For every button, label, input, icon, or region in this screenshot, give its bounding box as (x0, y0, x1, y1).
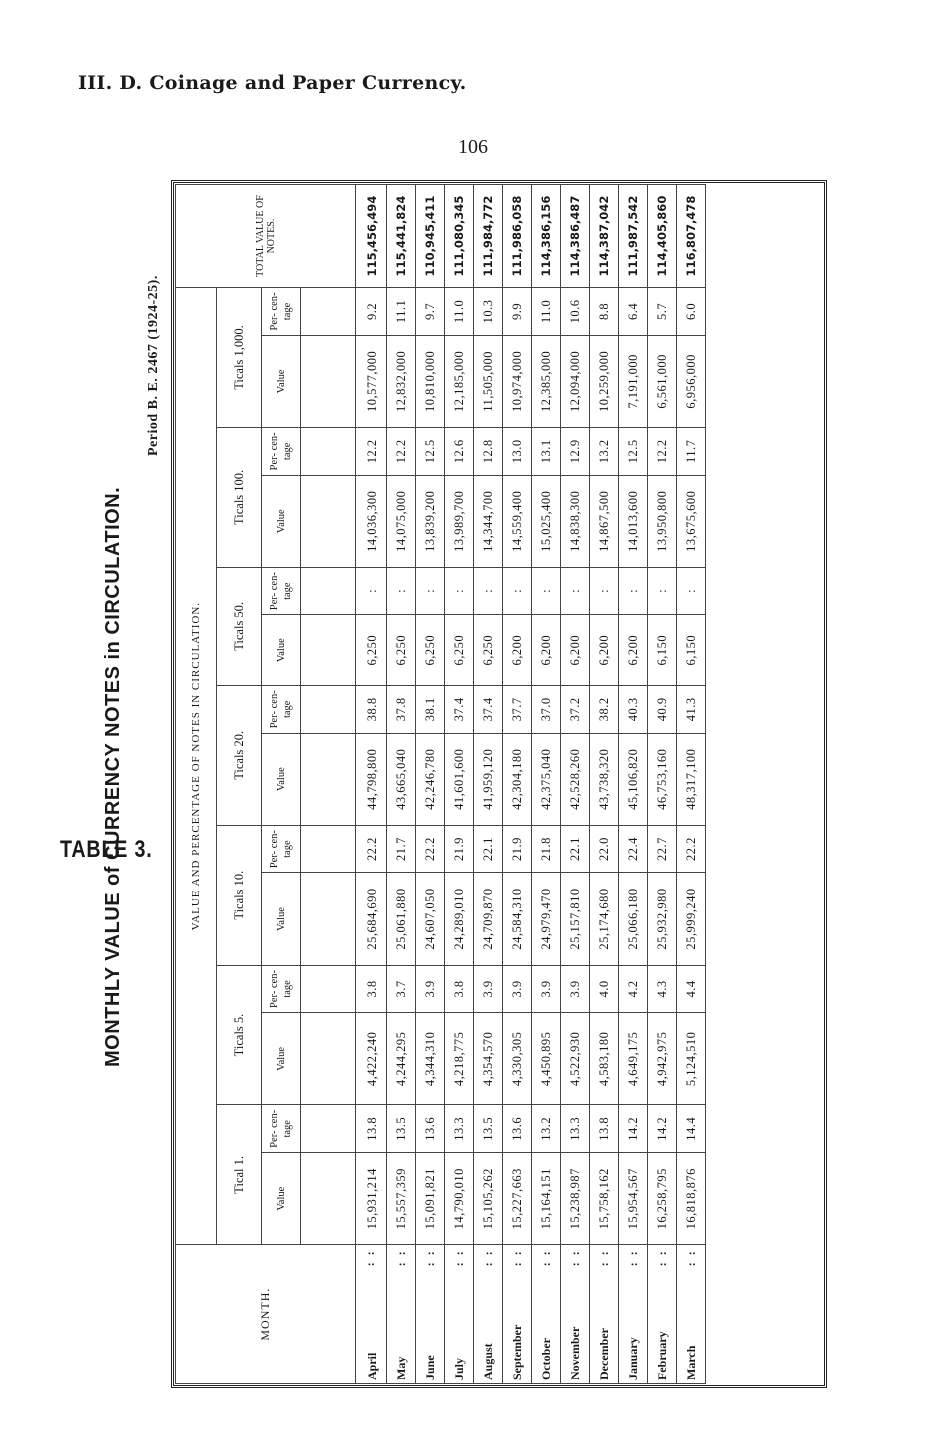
percentage-cell-10: 21.7 (387, 825, 416, 873)
header-spacer-cell (301, 335, 356, 427)
value-cell-100: 14,867,500 (590, 475, 619, 567)
percentage-cell-1000: 10.6 (561, 288, 590, 336)
percentage-cell-50: : (474, 567, 503, 615)
table-row (503, 185, 532, 1384)
value-cell-1: 15,954,567 (619, 1153, 648, 1245)
total-value-cell: 111,987,542 (619, 185, 648, 288)
month-cell (648, 1245, 677, 1384)
value-cell-1000: 7,191,000 (619, 335, 648, 427)
value-cell-50: 6,150 (677, 615, 706, 685)
percentage-subheader-20: Per- cen- tage (262, 685, 301, 733)
value-cell-10: 25,157,810 (561, 873, 590, 965)
percentage-cell-1000: 9.7 (416, 288, 445, 336)
table-row (387, 185, 416, 1384)
value-subheader-1: Value (262, 1153, 301, 1245)
percentage-cell-1: 13.5 (387, 1105, 416, 1153)
table-title: MONTHLY VALUE of CURRENCY NOTES in CIRCULATION. (102, 486, 124, 1067)
percentage-cell-100: 11.7 (677, 427, 706, 475)
leader-dots: : : (655, 1249, 669, 1267)
value-cell-100: 14,075,000 (387, 475, 416, 567)
percentage-cell-1000: 9.9 (503, 288, 532, 336)
percentage-cell-5: 4.2 (619, 965, 648, 1013)
value-cell-5: 4,354,570 (474, 1013, 503, 1105)
leader-dots: : : (394, 1249, 408, 1267)
month-label: December (596, 1328, 611, 1380)
table-row (619, 185, 648, 1384)
value-cell-20: 42,246,780 (416, 733, 445, 825)
leader-dots: : : (539, 1249, 553, 1267)
month-header: MONTH. (176, 1245, 356, 1384)
leader-dots: : : (684, 1249, 698, 1267)
value-cell-10: 24,979,470 (532, 873, 561, 965)
value-cell-10: 24,289,010 (445, 873, 474, 965)
value-cell-1000: 12,094,000 (561, 335, 590, 427)
percentage-cell-1000: 10.3 (474, 288, 503, 336)
value-cell-50: 6,200 (503, 615, 532, 685)
percentage-cell-10: 21.9 (445, 825, 474, 873)
percentage-cell-50: : (445, 567, 474, 615)
month-label: August (480, 1343, 495, 1380)
month-cell (387, 1245, 416, 1384)
month-cell (445, 1245, 474, 1384)
value-cell-1: 15,557,359 (387, 1153, 416, 1245)
value-cell-5: 4,522,930 (561, 1013, 590, 1105)
value-cell-5: 5,124,510 (677, 1013, 706, 1105)
percentage-subheader-100: Per- cen- tage (262, 427, 301, 475)
value-cell-1000: 10,974,000 (503, 335, 532, 427)
percentage-cell-20: 37.4 (445, 685, 474, 733)
value-cell-1: 16,258,795 (648, 1153, 677, 1245)
percentage-cell-1000: 11.0 (445, 288, 474, 336)
percentage-cell-5: 4.4 (677, 965, 706, 1013)
table-row (561, 185, 590, 1384)
value-cell-10: 25,684,690 (356, 873, 387, 965)
header-spacer-cell (301, 1013, 356, 1105)
period-label: Period B. E. 2467 (1924-25). (146, 275, 161, 456)
total-value-cell: 114,387,042 (590, 185, 619, 288)
value-cell-5: 4,218,775 (445, 1013, 474, 1105)
month-cell (474, 1245, 503, 1384)
value-cell-100: 13,989,700 (445, 475, 474, 567)
leader-dots: : : (597, 1249, 611, 1267)
table-row (416, 185, 445, 1384)
value-cell-1000: 11,505,000 (474, 335, 503, 427)
percentage-cell-20: 37.2 (561, 685, 590, 733)
percentage-cell-5: 3.9 (561, 965, 590, 1013)
percentage-cell-5: 3.9 (416, 965, 445, 1013)
header-spacer-cell (301, 567, 356, 615)
table-row (532, 185, 561, 1384)
value-cell-100: 15,025,400 (532, 475, 561, 567)
value-subheader-1000: Value (262, 335, 301, 427)
group-header-tical-1: Tical 1. (217, 1105, 262, 1245)
header-spacer-cell (301, 733, 356, 825)
month-label: June (422, 1355, 437, 1380)
value-cell-50: 6,200 (561, 615, 590, 685)
page-number: 106 (458, 136, 488, 158)
month-label: January (625, 1337, 640, 1380)
total-value-cell: 110,945,411 (416, 185, 445, 288)
percentage-cell-5: 3.8 (356, 965, 387, 1013)
percentage-cell-10: 21.9 (503, 825, 532, 873)
leader-dots: : : (423, 1249, 437, 1267)
value-cell-10: 25,999,240 (677, 873, 706, 965)
value-cell-10: 25,932,980 (648, 873, 677, 965)
value-cell-50: 6,250 (416, 615, 445, 685)
value-cell-100: 13,675,600 (677, 475, 706, 567)
total-value-cell: 114,405,860 (648, 185, 677, 288)
percentage-cell-50: : (619, 567, 648, 615)
percentage-subheader-50: Per- cen- tage (262, 567, 301, 615)
value-cell-1000: 12,832,000 (387, 335, 416, 427)
value-cell-1000: 12,385,000 (532, 335, 561, 427)
percentage-cell-100: 13.2 (590, 427, 619, 475)
percentage-cell-100: 13.1 (532, 427, 561, 475)
value-subheader-100: Value (262, 475, 301, 567)
table-row (648, 185, 677, 1384)
percentage-cell-50: : (677, 567, 706, 615)
percentage-cell-100: 12.5 (416, 427, 445, 475)
table-number: TABLE 3. (60, 836, 153, 863)
value-cell-20: 45,106,820 (619, 733, 648, 825)
value-cell-50: 6,250 (474, 615, 503, 685)
percentage-cell-10: 22.2 (677, 825, 706, 873)
value-cell-10: 25,066,180 (619, 873, 648, 965)
header-spacer-cell (301, 615, 356, 685)
percentage-cell-20: 37.0 (532, 685, 561, 733)
value-subheader-10: Value (262, 873, 301, 965)
percentage-cell-100: 12.8 (474, 427, 503, 475)
value-cell-1000: 6,561,000 (648, 335, 677, 427)
percentage-cell-1: 13.6 (503, 1105, 532, 1153)
percentage-cell-50: : (356, 567, 387, 615)
table-row (677, 185, 706, 1384)
value-cell-5: 4,649,175 (619, 1013, 648, 1105)
value-cell-20: 42,375,040 (532, 733, 561, 825)
percentage-cell-1000: 6.0 (677, 288, 706, 336)
group-header-ticals-1000: Ticals 1,000. (217, 288, 262, 428)
percentage-cell-5: 3.9 (532, 965, 561, 1013)
month-cell (356, 1245, 387, 1384)
leader-dots: : : (568, 1249, 582, 1267)
value-cell-10: 25,174,680 (590, 873, 619, 965)
percentage-cell-20: 40.9 (648, 685, 677, 733)
percentage-cell-1: 14.4 (677, 1105, 706, 1153)
total-value-cell: 115,441,824 (387, 185, 416, 288)
percentage-cell-20: 40.3 (619, 685, 648, 733)
group-header-ticals-5: Ticals 5. (217, 965, 262, 1105)
value-cell-20: 42,528,260 (561, 733, 590, 825)
month-cell (561, 1245, 590, 1384)
percentage-cell-10: 22.1 (561, 825, 590, 873)
total-value-cell: 114,386,487 (561, 185, 590, 288)
value-cell-5: 4,450,895 (532, 1013, 561, 1105)
value-cell-5: 4,422,240 (356, 1013, 387, 1105)
table-row (474, 185, 503, 1384)
percentage-cell-1: 13.3 (445, 1105, 474, 1153)
total-value-cell: 114,386,156 (532, 185, 561, 288)
header-spacer-cell (301, 825, 356, 873)
value-cell-100: 14,838,300 (561, 475, 590, 567)
percentage-cell-1: 14.2 (619, 1105, 648, 1153)
percentage-cell-10: 22.1 (474, 825, 503, 873)
value-cell-100: 13,839,200 (416, 475, 445, 567)
header-spacer-cell (301, 1105, 356, 1153)
month-label: September (509, 1324, 524, 1380)
month-label: July (451, 1357, 466, 1380)
value-subheader-5: Value (262, 1013, 301, 1105)
total-value-cell: 115,456,494 (356, 185, 387, 288)
value-cell-10: 25,061,880 (387, 873, 416, 965)
table-row (590, 185, 619, 1384)
group-header-ticals-10: Ticals 10. (217, 825, 262, 965)
percentage-cell-20: 37.4 (474, 685, 503, 733)
total-value-cell: 111,984,772 (474, 185, 503, 288)
header-spacer-cell (301, 475, 356, 567)
percentage-cell-50: : (590, 567, 619, 615)
month-label: November (567, 1326, 582, 1380)
percentage-cell-1: 13.6 (416, 1105, 445, 1153)
value-cell-5: 4,330,305 (503, 1013, 532, 1105)
group-header-ticals-50: Ticals 50. (217, 567, 262, 685)
percentage-cell-50: : (532, 567, 561, 615)
percentage-cell-5: 4.0 (590, 965, 619, 1013)
percentage-cell-10: 21.8 (532, 825, 561, 873)
total-value-cell: 111,080,345 (445, 185, 474, 288)
month-cell (590, 1245, 619, 1384)
value-cell-1000: 10,577,000 (356, 335, 387, 427)
percentage-cell-100: 12.6 (445, 427, 474, 475)
value-cell-20: 48,317,100 (677, 733, 706, 825)
leader-dots: : : (452, 1249, 466, 1267)
percentage-cell-50: : (387, 567, 416, 615)
month-label: February (654, 1331, 669, 1380)
month-label: October (538, 1338, 553, 1380)
header-spacer-cell (301, 873, 356, 965)
value-cell-5: 4,244,295 (387, 1013, 416, 1105)
value-cell-1: 15,758,162 (590, 1153, 619, 1245)
percentage-cell-50: : (416, 567, 445, 615)
header-spacer-cell (301, 685, 356, 733)
month-cell (532, 1245, 561, 1384)
table-row (445, 185, 474, 1384)
percentage-subheader-1: Per- cen- tage (262, 1105, 301, 1153)
value-cell-1000: 12,185,000 (445, 335, 474, 427)
value-cell-100: 14,344,700 (474, 475, 503, 567)
total-value-cell: 111,986,058 (503, 185, 532, 288)
percentage-cell-50: : (561, 567, 590, 615)
percentage-cell-5: 3.8 (445, 965, 474, 1013)
group-header-ticals-20: Ticals 20. (217, 685, 262, 825)
group-header-ticals-100: Ticals 100. (217, 427, 262, 567)
total-header: TOTAL VALUE OF NOTES. (176, 185, 356, 288)
percentage-cell-1: 13.2 (532, 1105, 561, 1153)
percentage-cell-1000: 9.2 (356, 288, 387, 336)
value-cell-5: 4,583,180 (590, 1013, 619, 1105)
percentage-cell-1: 13.5 (474, 1105, 503, 1153)
value-cell-20: 41,959,120 (474, 733, 503, 825)
percentage-cell-10: 22.4 (619, 825, 648, 873)
percentage-subheader-1000: Per- cen- tage (262, 288, 301, 336)
value-cell-20: 44,798,800 (356, 733, 387, 825)
currency-table (175, 184, 706, 1384)
percentage-cell-20: 37.7 (503, 685, 532, 733)
percentage-cell-5: 3.9 (503, 965, 532, 1013)
value-cell-20: 43,738,320 (590, 733, 619, 825)
value-cell-20: 42,304,180 (503, 733, 532, 825)
value-cell-50: 6,200 (619, 615, 648, 685)
value-subheader-20: Value (262, 733, 301, 825)
percentage-cell-100: 12.2 (356, 427, 387, 475)
value-cell-50: 6,250 (356, 615, 387, 685)
value-cell-1: 15,105,262 (474, 1153, 503, 1245)
percentage-cell-50: : (503, 567, 532, 615)
value-cell-50: 6,200 (590, 615, 619, 685)
value-cell-1000: 10,810,000 (416, 335, 445, 427)
header-spacer-cell (301, 288, 356, 336)
month-cell (619, 1245, 648, 1384)
percentage-cell-5: 3.9 (474, 965, 503, 1013)
value-cell-50: 6,250 (445, 615, 474, 685)
month-cell (677, 1245, 706, 1384)
leader-dots: : : (510, 1249, 524, 1267)
value-cell-1: 16,818,876 (677, 1153, 706, 1245)
value-cell-1: 15,091,821 (416, 1153, 445, 1245)
value-cell-10: 24,709,870 (474, 873, 503, 965)
percentage-cell-1000: 8.8 (590, 288, 619, 336)
header-spacer-cell (301, 427, 356, 475)
percentage-cell-1: 13.3 (561, 1105, 590, 1153)
percentage-cell-10: 22.2 (356, 825, 387, 873)
percentage-cell-1000: 11.1 (387, 288, 416, 336)
percentage-cell-50: : (648, 567, 677, 615)
value-cell-5: 4,344,310 (416, 1013, 445, 1105)
value-cell-1: 14,790,010 (445, 1153, 474, 1245)
rotated-table-container (175, 184, 823, 1384)
total-value-cell: 116,807,478 (677, 185, 706, 288)
percentage-cell-1000: 6.4 (619, 288, 648, 336)
percentage-cell-20: 38.2 (590, 685, 619, 733)
value-cell-50: 6,150 (648, 615, 677, 685)
value-cell-100: 14,013,600 (619, 475, 648, 567)
percentage-cell-1000: 5.7 (648, 288, 677, 336)
percentage-cell-5: 3.7 (387, 965, 416, 1013)
month-cell (503, 1245, 532, 1384)
percentage-cell-20: 41.3 (677, 685, 706, 733)
value-cell-1: 15,238,987 (561, 1153, 590, 1245)
percentage-cell-10: 22.2 (416, 825, 445, 873)
table-row (356, 185, 387, 1384)
percentage-cell-100: 12.2 (648, 427, 677, 475)
percentage-cell-20: 38.1 (416, 685, 445, 733)
value-cell-1000: 10,259,000 (590, 335, 619, 427)
month-label: April (364, 1352, 379, 1380)
main-header: VALUE AND PERCENTAGE OF NOTES IN CIRCULATION. (176, 288, 217, 1245)
percentage-cell-1000: 11.0 (532, 288, 561, 336)
value-cell-100: 13,950,800 (648, 475, 677, 567)
value-cell-5: 4,942,975 (648, 1013, 677, 1105)
leader-dots: : : (626, 1249, 640, 1267)
month-label: May (393, 1356, 408, 1380)
percentage-cell-100: 12.2 (387, 427, 416, 475)
percentage-cell-20: 38.8 (356, 685, 387, 733)
value-cell-20: 46,753,160 (648, 733, 677, 825)
value-cell-100: 14,559,400 (503, 475, 532, 567)
value-cell-1: 15,227,663 (503, 1153, 532, 1245)
leader-dots: : : (481, 1249, 495, 1267)
value-cell-10: 24,584,310 (503, 873, 532, 965)
percentage-cell-100: 13.0 (503, 427, 532, 475)
value-cell-1: 15,931,214 (356, 1153, 387, 1245)
value-cell-100: 14,036,300 (356, 475, 387, 567)
percentage-cell-10: 22.0 (590, 825, 619, 873)
percentage-subheader-5: Per- cen- tage (262, 965, 301, 1013)
percentage-cell-100: 12.9 (561, 427, 590, 475)
value-cell-50: 6,200 (532, 615, 561, 685)
percentage-cell-20: 37.8 (387, 685, 416, 733)
month-label: March (683, 1345, 698, 1380)
month-cell (416, 1245, 445, 1384)
value-subheader-50: Value (262, 615, 301, 685)
value-cell-50: 6,250 (387, 615, 416, 685)
section-heading: III. D. Coinage and Paper Currency. (78, 72, 467, 94)
header-spacer-cell (301, 965, 356, 1013)
percentage-cell-5: 4.3 (648, 965, 677, 1013)
percentage-cell-1: 13.8 (590, 1105, 619, 1153)
percentage-subheader-10: Per- cen- tage (262, 825, 301, 873)
value-cell-10: 24,607,050 (416, 873, 445, 965)
header-spacer-cell (301, 1153, 356, 1245)
percentage-cell-100: 12.5 (619, 427, 648, 475)
percentage-cell-1: 14.2 (648, 1105, 677, 1153)
value-cell-1000: 6,956,000 (677, 335, 706, 427)
value-cell-20: 41,601,600 (445, 733, 474, 825)
value-cell-1: 15,164,151 (532, 1153, 561, 1245)
percentage-cell-10: 22.7 (648, 825, 677, 873)
leader-dots: : : (363, 1249, 377, 1267)
percentage-cell-1: 13.8 (356, 1105, 387, 1153)
value-cell-20: 43,665,040 (387, 733, 416, 825)
